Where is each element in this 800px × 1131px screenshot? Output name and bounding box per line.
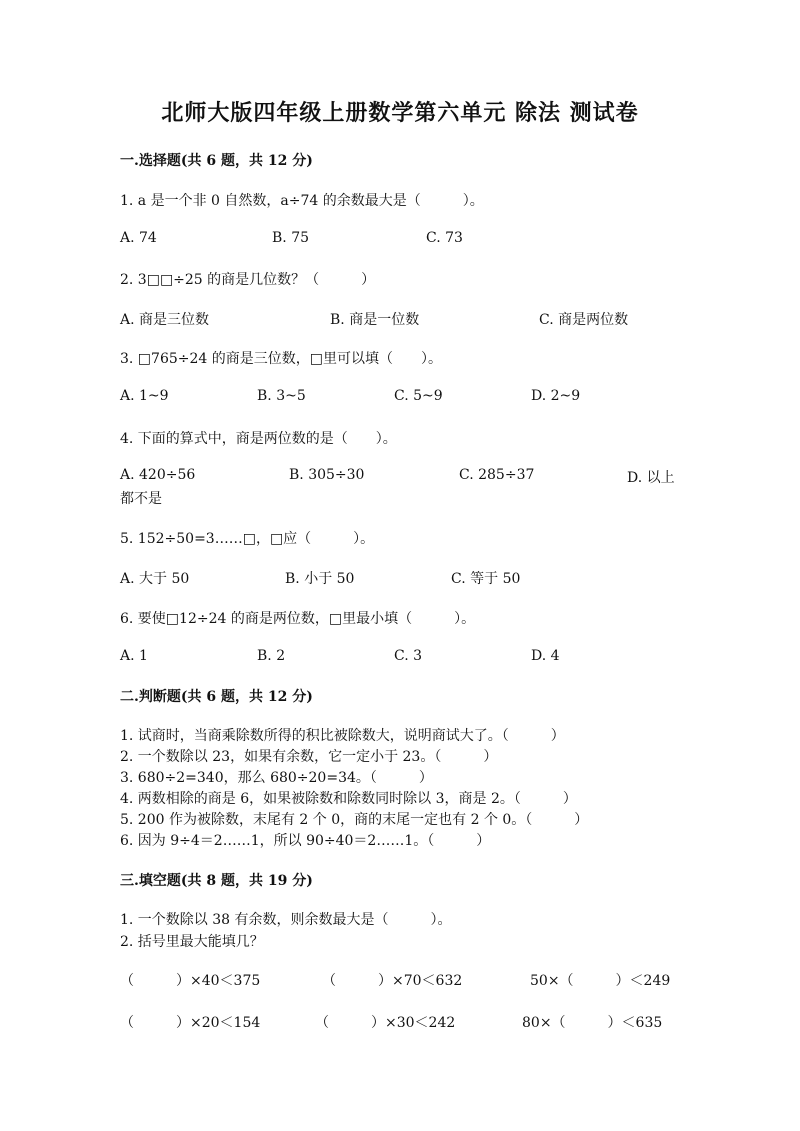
q3-option-c: C. 5~9 [394,388,443,404]
q1-option-a: A. 74 [120,230,157,246]
q6-option-b: B. 2 [257,648,286,664]
q3-option-a: A. 1~9 [120,388,169,404]
q4-option-a: A. 420÷56 [120,467,196,483]
question-5: 5. 152÷50=3……□，□应（ ）。 [120,531,375,547]
question-2: 2. 3□□÷25 的商是几位数？（ ） [120,272,376,288]
judge-item-4: 4. 两数相除的商是 6，如果被除数和除数同时除以 3，商是 2。（ ） [120,791,577,807]
fill-item-2: 2. 括号里最大能填几？ [120,934,264,950]
q4-option-b: B. 305÷30 [289,467,365,483]
question-4: 4. 下面的算式中，商是两位数的是（ ）。 [120,431,397,447]
judge-item-6: 6. 因为 9÷4＝2……1，所以 90÷40＝2……1。（ ） [120,833,491,849]
q5-option-b: B. 小于 50 [285,571,355,587]
page-title: 北师大版四年级上册数学第六单元 除法 测试卷 [161,100,639,126]
q4-option-c: C. 285÷37 [459,467,535,483]
q3-option-d: D. 2~9 [531,388,581,404]
q1-option-b: B. 75 [272,230,310,246]
q6-option-c: C. 3 [394,648,423,664]
judge-item-3: 3. 680÷2=340，那么 680÷20=34。（ ） [120,770,433,786]
judge-item-2: 2. 一个数除以 23，如果有余数，它一定小于 23。（ ） [120,749,498,765]
q5-option-c: C. 等于 50 [451,571,521,587]
question-1: 1. a 是一个非 0 自然数，a÷74 的余数最大是（ ）。 [120,193,484,209]
fill-expr-1-3: 50×（ ）＜249 [530,973,671,989]
fill-expr-2-1: （ ）×20＜154 [120,1015,261,1031]
question-6: 6. 要使□12÷24 的商是两位数，□里最小填（ ）。 [120,611,476,627]
fill-expr-1-1: （ ）×40＜375 [120,973,261,989]
section-heading-fill-blank: 三.填空题(共 8 题，共 19 分) [120,873,313,889]
judge-item-5: 5. 200 作为被除数，末尾有 2 个 0，商的末尾一定也有 2 个 0。（ ） [120,812,589,828]
q4-option-d: D. 以上 [627,470,675,486]
section-heading-choice: 一.选择题(共 6 题，共 12 分) [120,153,313,169]
q4-option-d-wrap: 都不是 [120,491,162,507]
q3-option-b: B. 3~5 [257,388,306,404]
fill-item-1: 1. 一个数除以 38 有余数，则余数最大是（ ）。 [120,912,452,928]
judge-item-1: 1. 试商时，当商乘除数所得的积比被除数大，说明商试大了。（ ） [120,728,565,744]
q1-option-c: C. 73 [426,230,463,246]
q2-option-b: B. 商是一位数 [330,312,420,328]
fill-expr-2-3: 80×（ ）＜635 [522,1015,663,1031]
section-heading-judgement: 二.判断题(共 6 题，共 12 分) [120,689,313,705]
q2-option-c: C. 商是两位数 [539,312,629,328]
q6-option-a: A. 1 [120,648,148,664]
q6-option-d: D. 4 [531,648,560,664]
q2-option-a: A. 商是三位数 [120,312,210,328]
fill-expr-2-2: （ ）×30＜242 [315,1015,456,1031]
fill-expr-1-2: （ ）×70＜632 [322,973,463,989]
q5-option-a: A. 大于 50 [120,571,190,587]
question-3: 3. □765÷24 的商是三位数，□里可以填（ ）。 [120,351,442,367]
